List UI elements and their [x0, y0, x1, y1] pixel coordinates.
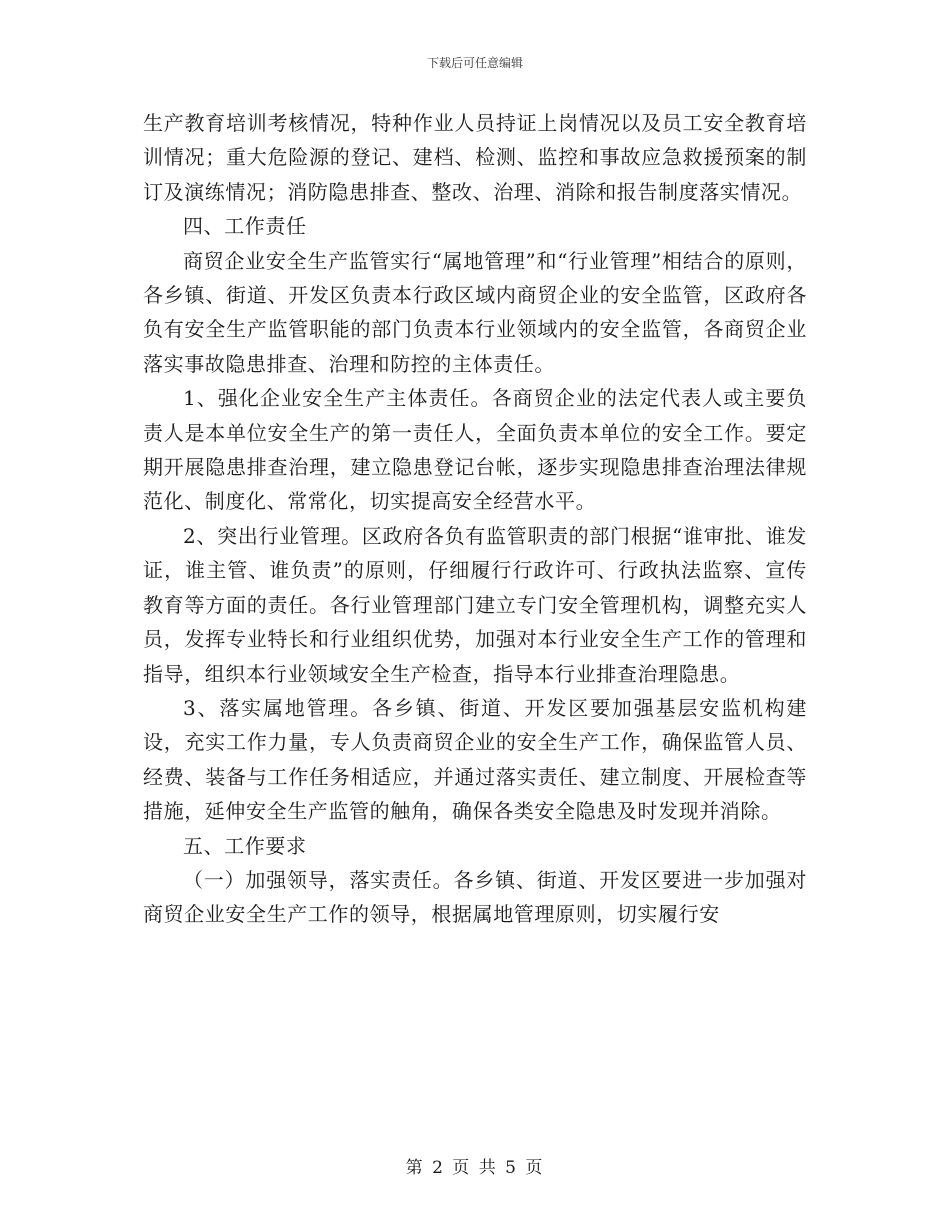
paragraph-continuation: 生产教育培训考核情况，特种作业人员持证上岗情况以及员工安全教育培训情况；重大危险源的登记、建档、检测、监控和事故应急救援预案的制订及演练情况；消防隐患排查、整改、治理、消除和报告制度落实情况。: [143, 111, 807, 204]
section-heading-requirements: 五、工作要求: [183, 833, 307, 858]
page-number: 第 2 页 共 5 页: [405, 1158, 545, 1178]
paragraph-requirement-1: （一）加强领导，落实责任。各乡镇、街道、开发区要进一步加强对商贸企业安全生产工作的领导，根据属地管理原则，切实履行安: [143, 867, 807, 927]
paragraph-item-1: 1、强化企业安全生产主体责任。各商贸企业的法定代表人或主要负责人是本单位安全生产的第一责任人，全面负责本单位的安全工作。要定期开展隐患排查治理，建立隐患登记台帐，逐步实现隐患排查治理法律规范化、制度化、常常化，切实提高安全经营水平。: [143, 386, 807, 514]
paragraph-principle: 商贸企业安全生产监管实行“属地管理”和“行业管理”相结合的原则，各乡镇、街道、开发区负责本行政区域内商贸企业的安全监管，区政府各负有安全生产监管职能的部门负责本行业领域内的安全监管，各商贸企业落实事故隐患排查、治理和防控的主体责任。: [143, 248, 807, 376]
paragraph-item-2: 2、突出行业管理。区政府各负有监管职责的部门根据“谁审批、谁发证，谁主管、谁负责”的原则，仔细履行行政许可、行政执法监察、宣传教育等方面的责任。各行业管理部门建立专门安全管理机构，调整充实人员，发挥专业特长和行业组织优势，加强对本行业安全生产工作的管理和指导，组织本行业领域安全生产检查，指导本行业排查治理隐患。: [143, 523, 807, 686]
header-note: 下载后可任意编辑: [426, 56, 523, 70]
document-body: [143, 106, 807, 932]
section-heading-responsibility: 四、工作责任: [183, 214, 307, 239]
paragraph-item-3: 3、落实属地管理。各乡镇、街道、开发区要加强基层安监机构建设，充实工作力量，专人负责商贸企业的安全生产工作，确保监管人员、经费、装备与工作任务相适应，并通过落实责任、建立制度、开展检查等措施，延伸安全生产监管的触角，确保各类安全隐患及时发现并消除。: [143, 695, 807, 824]
